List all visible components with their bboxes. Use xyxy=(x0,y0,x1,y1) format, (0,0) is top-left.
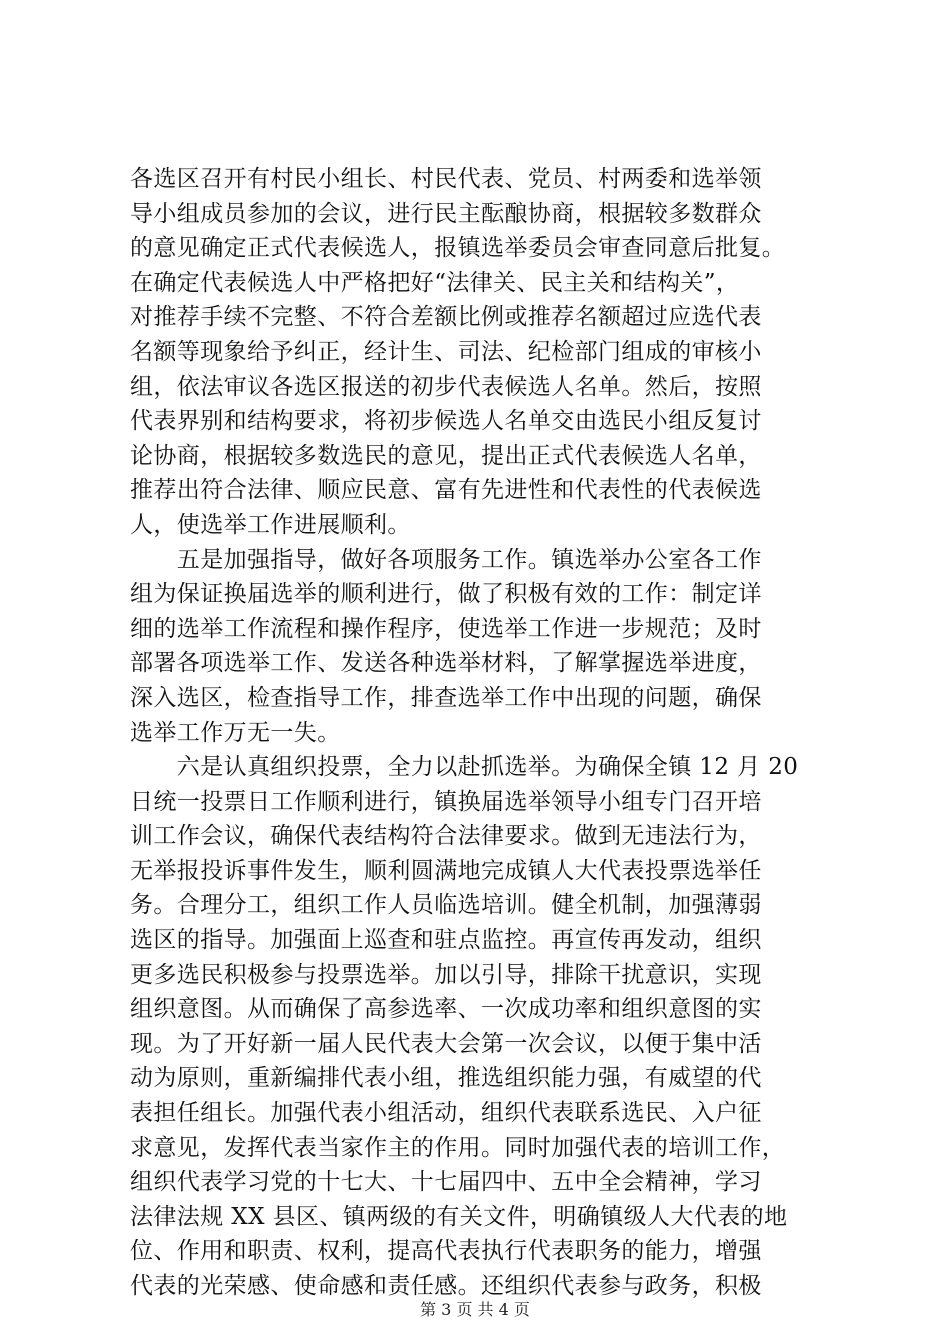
text-line: 代表的光荣感、使命感和责任感。还组织代表参与政务，积极 xyxy=(130,1273,762,1299)
text-line: 名额等现象给予纠正，经计生、司法、纪检部门组成的审核小 xyxy=(130,338,762,365)
text-line: 推荐出符合法律、顺应民意、富有先进性和代表性的代表候选 xyxy=(130,477,762,504)
body-text xyxy=(130,162,830,1304)
text-line: 人，使选举工作进展顺利。 xyxy=(130,511,411,538)
text-line: 动为原则，重新编排代表小组，推选组织能力强，有威望的代 xyxy=(130,1065,762,1092)
text-line: 无举报投诉事件发生，顺利圆满地完成镇人大代表投票选举任 xyxy=(130,857,762,884)
text-line: 在确定代表候选人中严格把好“法律关、民主关和结构关”， xyxy=(130,269,740,296)
text-line: 论协商，根据较多数选民的意见，提出正式代表候选人名单， xyxy=(130,442,762,469)
text-line: 对推荐手续不完整、不符合差额比例或推荐名额超过应选代表 xyxy=(130,304,762,331)
text-line: 选区的指导。加强面上巡查和驻点监控。再宣传再发动，组织 xyxy=(130,927,762,954)
text-line: 日统一投票日工作顺利进行，镇换届选举领导小组专门召开培 xyxy=(130,788,762,815)
text-line: 更多选民积极参与投票选举。加以引导，排除干扰意识，实现 xyxy=(130,961,762,988)
text-line: 的意见确定正式代表候选人，报镇选举委员会审查同意后批复。 xyxy=(130,235,786,262)
text-line: 六是认真组织投票，全力以赴抓选举。为确保全镇 12 月 20 xyxy=(130,754,799,781)
text-line: 表担任组长。加强代表小组活动，组织代表联系选民、入户征 xyxy=(130,1100,762,1127)
text-line: 位、作用和职责、权利，提高代表执行代表职务的能力，增强 xyxy=(130,1238,762,1265)
text-line: 深入选区，检查指导工作，排查选举工作中出现的问题，确保 xyxy=(130,684,762,711)
text-line: 组为保证换届选举的顺利进行，做了积极有效的工作：制定详 xyxy=(130,581,762,608)
text-line: 组，依法审议各选区报送的初步代表候选人名单。然后，按照 xyxy=(130,373,762,400)
text-line: 代表界别和结构要求，将初步候选人名单交由选民小组反复讨 xyxy=(130,408,762,435)
text-line: 组织代表学习党的十七大、十七届四中、五中全会精神，学习 xyxy=(130,1169,762,1196)
text-line: 现。为了开好新一届人民代表大会第一次会议，以便于集中活 xyxy=(130,1030,762,1057)
text-line: 选举工作万无一失。 xyxy=(130,719,341,746)
text-line: 务。合理分工，组织工作人员临选培训。健全机制，加强薄弱 xyxy=(130,892,762,919)
text-line: 求意见，发挥代表当家作主的作用。同时加强代表的培训工作， xyxy=(130,1134,786,1161)
text-line: 训工作会议，确保代表结构符合法律要求。做到无违法行为， xyxy=(130,823,762,850)
page-footer: 第 3 页 共 4 页 xyxy=(420,1300,530,1319)
text-line: 导小组成员参加的会议，进行民主酝酿协商，根据较多数群众 xyxy=(130,200,762,227)
text-line: 法律法规 XX 县区、镇两级的有关文件，明确镇级人大代表的地 xyxy=(130,1203,788,1230)
text-line: 组织意图。从而确保了高参选率、一次成功率和组织意图的实 xyxy=(130,996,762,1023)
text-line: 细的选举工作流程和操作程序，使选举工作进一步规范；及时 xyxy=(130,615,762,642)
text-line: 五是加强指导，做好各项服务工作。镇选举办公室各工作 xyxy=(130,546,762,573)
text-line: 部署各项选举工作、发送各种选举材料，了解掌握选举进度， xyxy=(130,650,762,677)
text-line: 各选区召开有村民小组长、村民代表、党员、村两委和选举领 xyxy=(130,166,762,192)
